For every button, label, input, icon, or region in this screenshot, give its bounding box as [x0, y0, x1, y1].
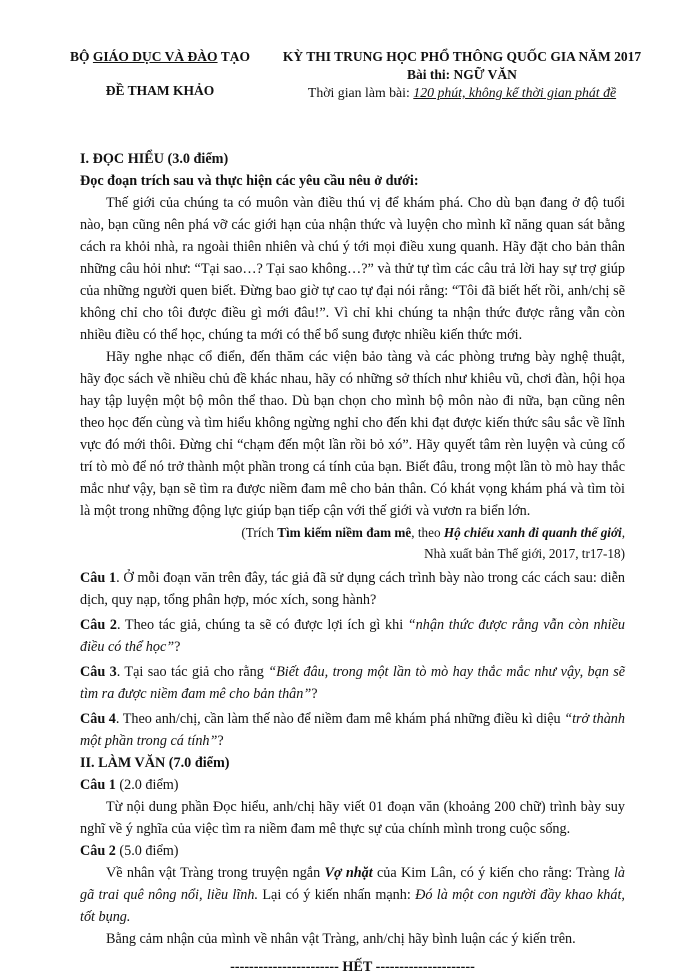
exam-content — [80, 148, 625, 978]
ministry-name: BỘ GIÁO DỤC VÀ ĐÀO TẠO — [70, 49, 250, 64]
exam-time: Thời gian làm bài: 120 phút, không kể thời gian phát đề — [307, 85, 617, 100]
essay-question-2-header: Câu 2 (5.0 điểm) — [80, 843, 179, 859]
question-2: Câu 2. Theo tác giả, chúng ta sẽ có được lợi ích gì khi “nhận thức được rằng vẫn còn nhiều điều có thể học”? — [80, 617, 625, 655]
exam-title: KỲ THI TRUNG HỌC PHỔ THÔNG QUỐC GIA NĂM 2017 — [282, 49, 642, 64]
part1-title: I. ĐỌC HIỂU (3.0 điểm) — [80, 151, 229, 167]
document-type: ĐỀ THAM KHẢO — [105, 83, 215, 98]
passage-paragraph-2: Hãy nghe nhạc cổ điển, đến thăm các viện bảo tàng và các phòng trưng bày nghệ thuật, hãy đọc sách về nhiều chủ đề khác nhau, hãy có những sở thích như khiêu vũ, chơi đàn, hội họa hay tập luyện một bộ môn thể thao. Dù bạn chọn cho mình bộ môn nào đi nữa, bạn cũng nên theo học đến cùng và tìm hiểu không ngừng nghỉ cho đến khi đạt được kiến thức sâu sắc về lĩnh vực đó mới thôi. Đừng chỉ “chạm đến một lần rồi bỏ xó”. Hãy quyết tâm rèn luyện và củng cố trí tò mò để nó trở thành một phần trong cá tính của bạn. Biết đâu, trong một lần tò mò hay thắc mắc như vậy, bạn sẽ tìm ra được niềm đam mê cho bản thân. Có khát vọng khám phá và tìm tòi là một trong những động lực giúp bạn tiếp cận với thế giới và vươn ra biển lớn. — [80, 349, 625, 519]
passage-paragraph-1: Thế giới của chúng ta có muôn vàn điều thú vị để khám phá. Cho dù bạn đang ở độ tuổi nào, bạn cũng nên phá vỡ các giới hạn của nhận thức và luyện cho mình kĩ năng quan sát bằng cách ra khỏi nhà, ra ngoài thiên nhiên và chú ý tới mọi điều xung quanh. Hãy đặt cho bản thân những câu hỏi như: “Tại sao…? Tại sao không…?” và thử tự tìm các câu trả lời hay sự trợ giúp của những người quen biết. Đừng bao giờ tự cao tự đại nói rằng: “Tôi đã biết hết rồi, anh/chị sẽ không chỉ cho tôi được điều gì mới đâu!”. Vì chỉ khi chúng ta nhận thức được rằng vẫn còn nhiều điều có thể học, chúng ta mới có thể bổ sung được nhiều kiến thức mới. — [80, 195, 625, 343]
question-4: Câu 4. Theo anh/chị, cần làm thế nào để niềm đam mê khám phá những điều kì diệu “trở thành một phần trong cá tính”? — [80, 711, 625, 749]
question-1: Câu 1. Ở mỗi đoạn văn trên đây, tác giả đã sử dụng cách trình bày nào trong các cách sau: diễn dịch, quy nạp, tổng phân hợp, móc xích, song hành? — [80, 570, 626, 608]
header-left — [60, 48, 260, 100]
essay-question-2-text: Về nhân vật Tràng trong truyện ngắn Vợ nhặt của Kim Lân, có ý kiến cho rằng: Tràng là gã trai quê nông nổi, liều lĩnh. Lại có ý kiến nhấn mạnh: Đó là một con người đầy khao khát, tốt bụng. — [80, 865, 625, 925]
header-right — [272, 48, 652, 102]
part1-instruction: Đọc đoạn trích sau và thực hiện các yêu cầu nêu ở dưới: — [80, 173, 419, 189]
end-marker: ----------------------- HẾT --------------------- — [230, 959, 475, 975]
essay-question-1-text: Từ nội dung phần Đọc hiểu, anh/chị hãy viết 01 đoạn văn (khoảng 200 chữ) trình bày suy nghĩ về ý nghĩa của việc tìm ra niềm đam mê thực sự của chính mình trong cuộc sống. — [80, 799, 625, 837]
part2-title: II. LÀM VĂN (7.0 điểm) — [80, 755, 230, 771]
question-3: Câu 3. Tại sao tác giả cho rằng “Biết đâu, trong một lần tò mò hay thắc mắc như vậy, bạn sẽ tìm ra được niềm đam mê cho bản thân”? — [80, 664, 626, 702]
passage-source: (Trích Tìm kiếm niềm đam mê, theo Hộ chiếu xanh đi quanh thế giới, Nhà xuất bản Thế giới, 2017, tr17-18) — [241, 525, 625, 561]
essay-question-1-header: Câu 1 (2.0 điểm) — [80, 777, 179, 793]
essay-question-2-task: Bằng cảm nhận của mình về nhân vật Tràng, anh/chị hãy bình luận các ý kiến trên. — [106, 931, 576, 947]
exam-subject: Bài thi: NGỮ VĂN — [407, 67, 517, 82]
